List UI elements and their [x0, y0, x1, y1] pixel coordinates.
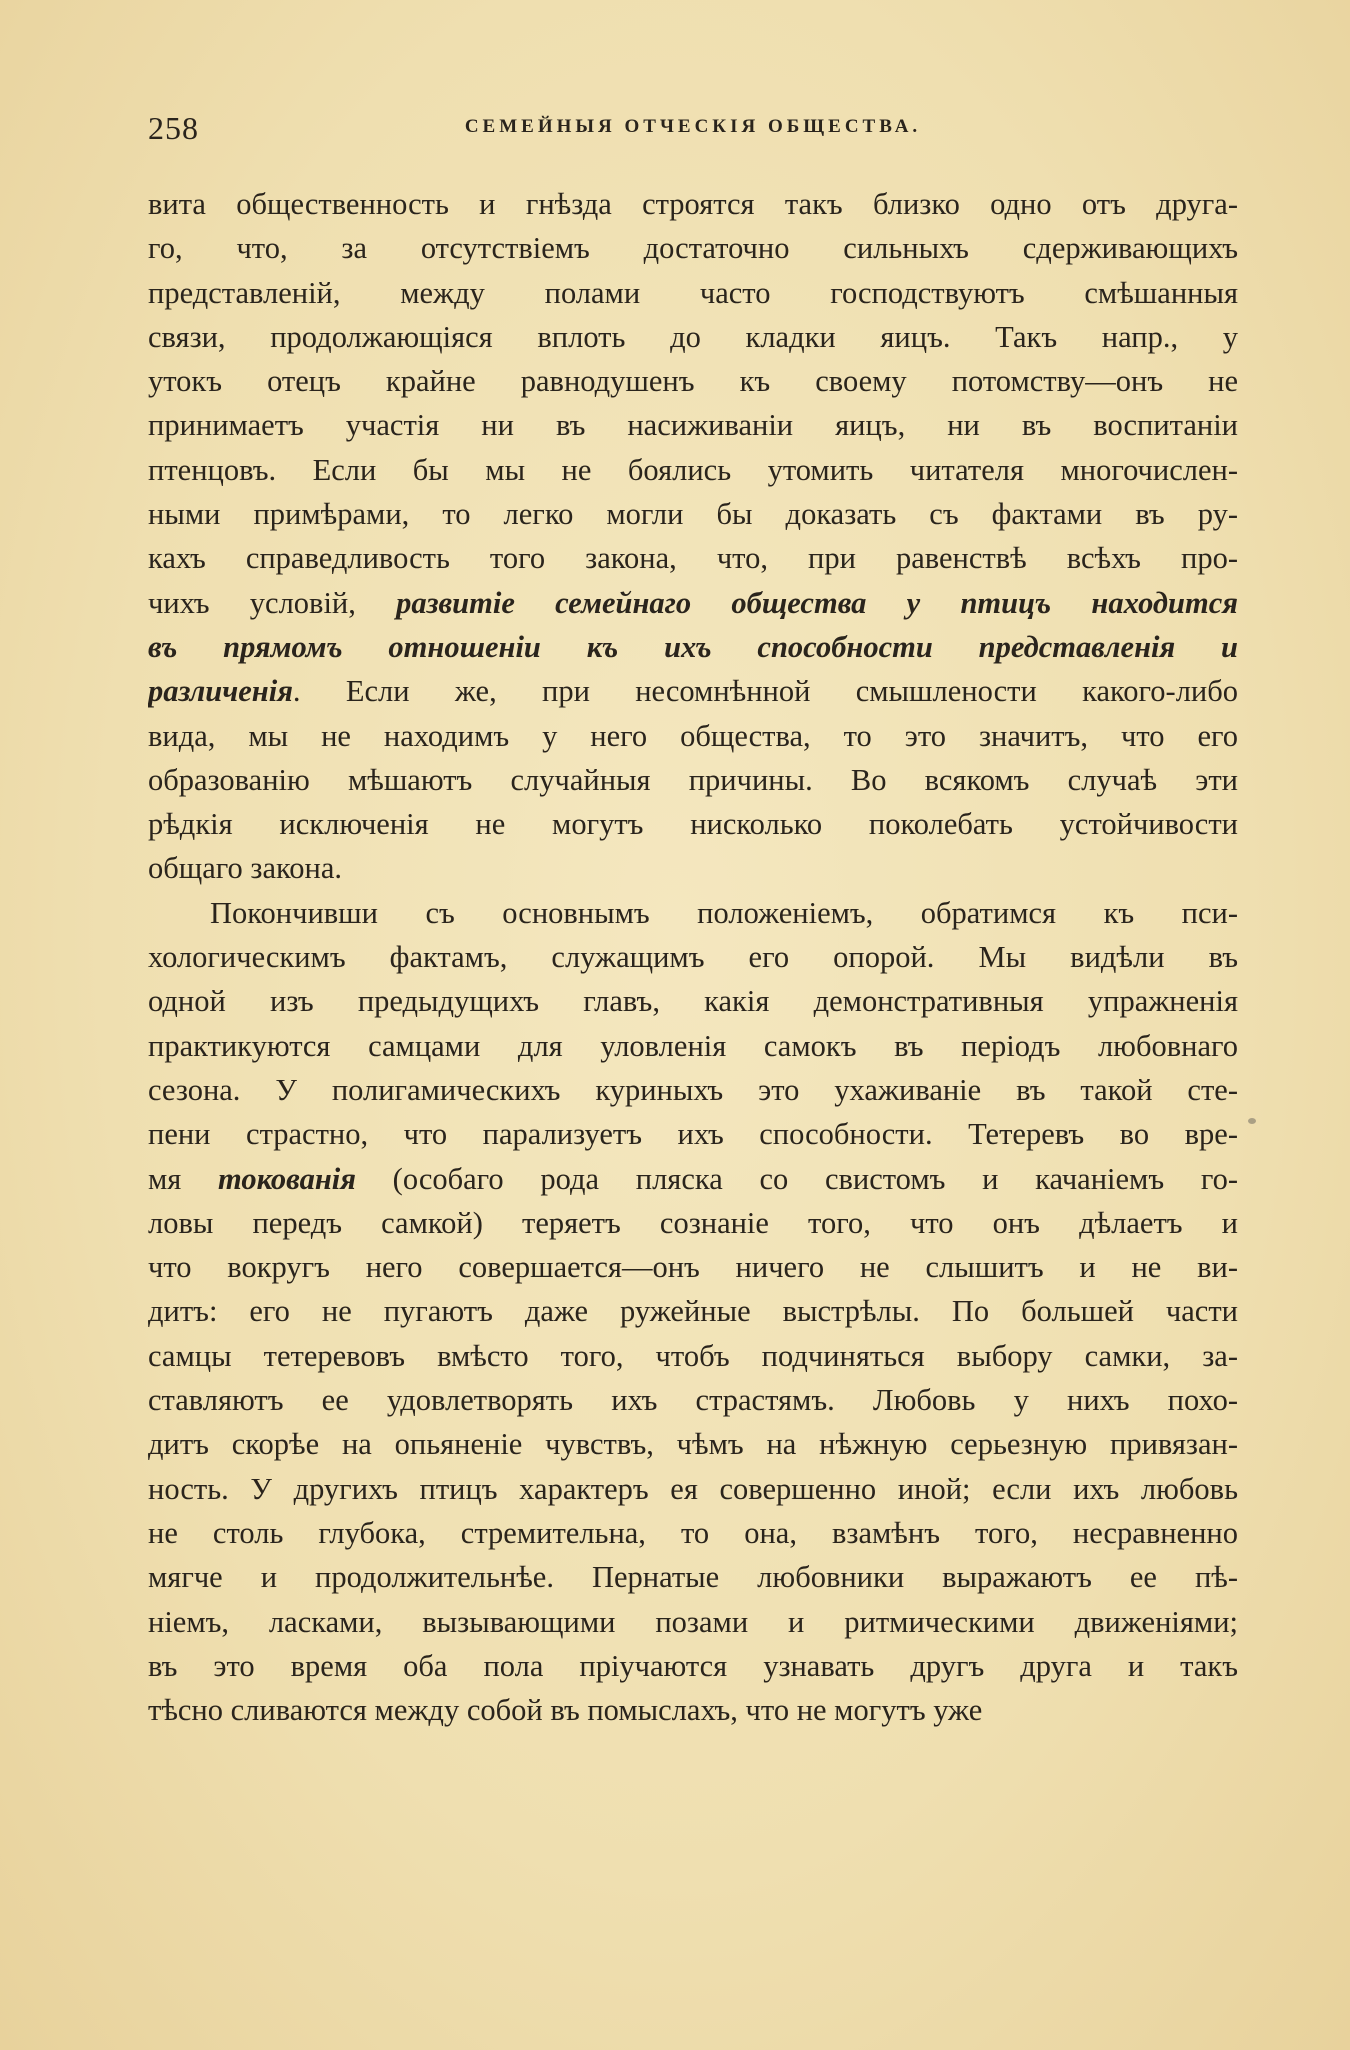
- page-number: 258: [148, 110, 199, 146]
- text-run: образованію мѣшаютъ случайныя причины. Во всякомъ случаѣ эти: [148, 762, 1238, 797]
- text-run: практикуются самцами для уловленія самокъ въ періодъ любовнаго: [148, 1028, 1238, 1063]
- text-line: [148, 1600, 1238, 1644]
- text-line: [148, 1688, 1238, 1732]
- text-line: [148, 669, 1238, 713]
- text-run: ность. У другихъ птицъ характеръ ея совершенно иной; если ихъ любовь: [148, 1471, 1238, 1506]
- text-line: [148, 1644, 1238, 1688]
- text-line: [148, 182, 1238, 226]
- text-run: ніемъ, ласками, вызывающими позами и ритмическими движеніями;: [148, 1604, 1238, 1639]
- italic-emphasis: различенія: [148, 674, 293, 709]
- text-run: мя: [148, 1161, 219, 1196]
- text-run: не столь глубока, стремительна, то она, взамѣнъ того, несравненно: [148, 1515, 1238, 1550]
- text-run: въ это время оба пола пріучаются узнавать другъ друга и такъ: [148, 1648, 1238, 1683]
- text-line: [148, 1555, 1238, 1599]
- text-run: связи, продолжающіяся вплоть до кладки яицъ. Такъ напр., у: [148, 319, 1238, 354]
- italic-emphasis: въ прямомъ отношеніи къ ихъ способности представленія и: [148, 629, 1238, 664]
- text-run: вида, мы не находимъ у него общества, то это значитъ, что его: [148, 718, 1238, 753]
- text-run: мягче и продолжительнѣе. Пернатые любовники выражаютъ ее пѣ-: [148, 1560, 1238, 1595]
- text-line: [148, 758, 1238, 802]
- text-run: ными примѣрами, то легко могли бы доказать съ фактами въ ру-: [148, 497, 1238, 532]
- text-line: [148, 1112, 1238, 1156]
- text-run: представленій, между полами часто господствуютъ смѣшанныя: [148, 275, 1238, 310]
- text-run: общаго закона.: [148, 851, 343, 886]
- text-run: птенцовъ. Если бы мы не боялись утомить читателя многочислен-: [148, 452, 1238, 487]
- italic-emphasis: токованія: [218, 1161, 356, 1196]
- text-line: [148, 625, 1238, 669]
- text-line: [148, 714, 1238, 758]
- text-line: [148, 536, 1238, 580]
- text-run: дитъ: его не пугаютъ даже ружейные выстрѣлы. По большей части: [148, 1294, 1238, 1329]
- text-run: самцы тетеревовъ вмѣсто того, чтобъ подчиняться выбору самки, за-: [148, 1338, 1238, 1373]
- scan-speck: [1248, 1118, 1256, 1124]
- text-run: сезона. У полигамическихъ куриныхъ это ухаживаніе въ такой сте-: [148, 1072, 1238, 1107]
- running-head: СЕМЕЙНЫЯ ОТЧЕСКІЯ ОБЩЕСТВА.: [464, 116, 922, 137]
- text-line: [148, 492, 1238, 536]
- text-run: принимаетъ участія ни въ насиживаніи яицъ, ни въ воспитаніи: [148, 408, 1238, 443]
- text-line: [148, 1334, 1238, 1378]
- text-line: [148, 359, 1238, 403]
- text-line: [148, 891, 1238, 935]
- text-run: Покончивши съ основнымъ положеніемъ, обратимся къ пси-: [210, 895, 1238, 930]
- page-header: [148, 110, 1238, 150]
- text-run: го, что, за отсутствіемъ достаточно сильныхъ сдерживающихъ: [148, 231, 1238, 266]
- text-run: ловы передъ самкой) теряетъ сознаніе того, что онъ дѣлаетъ и: [148, 1205, 1238, 1240]
- text-line: [148, 1422, 1238, 1466]
- text-line: [148, 1068, 1238, 1112]
- text-run: рѣдкія исключенія не могутъ нисколько поколебать устойчивости: [148, 807, 1238, 842]
- text-line: [148, 1511, 1238, 1555]
- text-line: [148, 979, 1238, 1023]
- text-line: [148, 1024, 1238, 1068]
- body-text: [148, 182, 1238, 1732]
- text-line: [148, 581, 1238, 625]
- text-run: (особаго рода пляска со свистомъ и качаніемъ го-: [355, 1161, 1238, 1196]
- italic-emphasis: развитіе семейнаго общества у птицъ находится: [396, 585, 1238, 620]
- text-run: одной изъ предыдущихъ главъ, какія демонстративныя упражненія: [148, 984, 1238, 1019]
- text-line: [148, 1467, 1238, 1511]
- text-line: [148, 1201, 1238, 1245]
- text-line: [148, 1289, 1238, 1333]
- text-line: [148, 315, 1238, 359]
- text-run: пени страстно, что парализуетъ ихъ способности. Тетеревъ во вре-: [148, 1117, 1238, 1152]
- text-run: ставляютъ ее удовлетворять ихъ страстямъ. Любовь у нихъ похо-: [148, 1383, 1238, 1418]
- text-run: что вокругъ него совершается—онъ ничего не слышитъ и не ви-: [148, 1250, 1238, 1285]
- text-line: [148, 802, 1238, 846]
- text-run: чихъ условій,: [148, 585, 397, 620]
- text-line: [148, 271, 1238, 315]
- text-line: [148, 1157, 1238, 1201]
- text-run: хологическимъ фактамъ, служащимъ его опорой. Мы видѣли въ: [148, 940, 1238, 975]
- text-line: [148, 1245, 1238, 1289]
- text-line: [148, 226, 1238, 270]
- text-line: [148, 846, 1238, 890]
- text-line: [148, 448, 1238, 492]
- text-line: [148, 403, 1238, 447]
- text-run: тѣсно сливаются между собой въ помыслахъ, что не могутъ уже: [148, 1693, 983, 1728]
- text-run: вита общественность и гнѣзда строятся такъ близко одно отъ друга-: [148, 187, 1238, 221]
- text-run: кахъ справедливость того закона, что, при равенствѣ всѣхъ про-: [148, 541, 1238, 576]
- text-line: [148, 1378, 1238, 1422]
- text-line: [148, 935, 1238, 979]
- text-run: . Если же, при несомнѣнной смышлености какого-либо: [292, 674, 1238, 709]
- text-run: утокъ отецъ крайне равнодушенъ къ своему потомству—онъ не: [148, 364, 1238, 399]
- text-run: дитъ скорѣе на опьяненіе чувствъ, чѣмъ на нѣжную серьезную привязан-: [148, 1427, 1238, 1462]
